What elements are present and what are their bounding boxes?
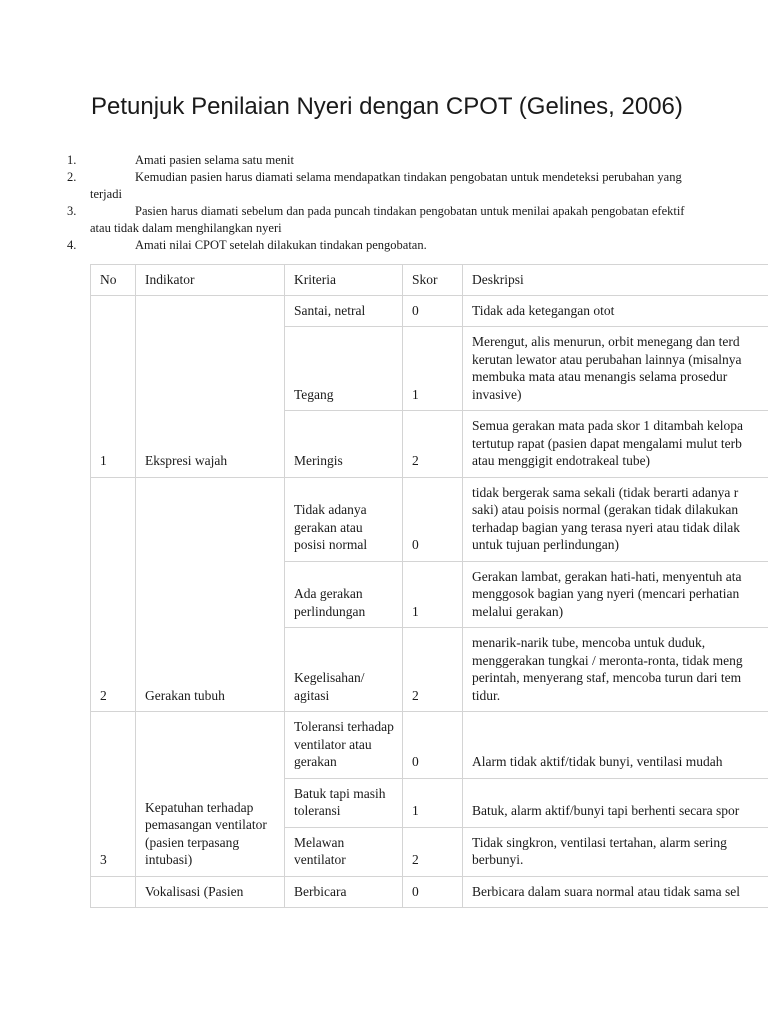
instruction-item (60, 203, 700, 237)
deskripsi-line: menggerakan tungkai / meronta-ronta, tidak meng (472, 652, 743, 668)
table-header-row (91, 265, 768, 296)
cell-deskripsi (463, 411, 768, 478)
table-row (91, 876, 768, 908)
deskripsi-line: perintah, menyerang staf, mencoba turun dari tem (472, 670, 742, 685)
cell-no (91, 876, 136, 908)
table-row (91, 477, 768, 561)
deskripsi-line: Alarm tidak aktif/tidak bunyi, ventilasi mudah (472, 754, 723, 769)
cell-deskripsi (463, 295, 768, 327)
cell-skor: 1 (403, 778, 463, 827)
instruction-list (60, 152, 700, 254)
cell-skor: 1 (403, 327, 463, 411)
deskripsi-line: tidak bergerak sama sekali (tidak berarti adanya r (472, 484, 739, 500)
cell-kriteria: Tidak adanya gerakan atau posisi normal (285, 477, 403, 561)
deskripsi-line: melalui gerakan) (472, 603, 564, 619)
deskripsi-line: terhadap bagian yang terasa nyeri atau tidak dilak (472, 519, 741, 535)
deskripsi-line: Tidak ada ketegangan otot (472, 302, 615, 318)
cell-indikator: Ekspresi wajah (136, 295, 285, 477)
cell-skor: 2 (403, 827, 463, 876)
table-row (91, 712, 768, 779)
cell-deskripsi (463, 628, 768, 712)
instruction-text: Pasien harus diamati sebelum dan pada puncah tindakan pengobatan untuk menilai apakah pengobatan efektif atau tidak dalam menghilangkan nyeri (90, 204, 685, 235)
deskripsi-line: kerutan lewator atau perubahan lainnya (misalnya (472, 351, 742, 367)
header-kriteria: Kriteria (285, 265, 403, 296)
header-no: No (91, 265, 136, 296)
deskripsi-line: untuk tujuan perlindungan) (472, 537, 619, 552)
deskripsi-line: invasive) (472, 386, 522, 402)
table-body (91, 295, 768, 908)
deskripsi-line: membuka mata atau menangis selama prosedur (472, 369, 728, 384)
instruction-number: 4. (67, 238, 77, 252)
cell-deskripsi (463, 827, 768, 876)
instruction-text: Amati pasien selama satu menit (135, 153, 294, 167)
deskripsi-line: Berbicara dalam suara normal atau tidak sama sel (472, 883, 741, 899)
instruction-item (60, 169, 700, 203)
deskripsi-line: Semua gerakan mata pada skor 1 ditambah kelopa (472, 418, 744, 433)
cell-skor: 0 (403, 712, 463, 779)
deskripsi-line: Merengut, alis menurun, orbit menegang dan terd (472, 334, 740, 349)
instruction-text: Amati nilai CPOT setelah dilakukan tindakan pengobatan. (135, 238, 427, 252)
cpot-table (90, 264, 768, 908)
cell-kriteria: Ada gerakan perlindungan (285, 561, 403, 628)
cell-deskripsi (463, 876, 768, 908)
cell-kriteria: Berbicara (285, 876, 403, 908)
instruction-text: Kemudian pasien harus diamati selama mendapatkan tindakan pengobatan untuk mendeteksi perubahan yang terjadi (90, 170, 682, 201)
cell-kriteria: Meringis (285, 411, 403, 478)
deskripsi-line: atau menggigit endotrakeal tube) (472, 453, 651, 468)
deskripsi-line: berbunyi. (472, 852, 524, 867)
instruction-number: 3. (67, 204, 77, 218)
cell-no: 3 (91, 712, 136, 877)
cell-skor: 1 (403, 561, 463, 628)
deskripsi-line: Gerakan lambat, gerakan hati-hati, menyentuh ata (472, 568, 742, 584)
header-skor: Skor (403, 265, 463, 296)
cell-skor: 0 (403, 295, 463, 327)
instruction-item (60, 237, 700, 254)
cell-indikator: Kepatuhan terhadap pemasangan ventilator (pasien terpasang intubasi) (136, 712, 285, 877)
header-indikator: Indikator (136, 265, 285, 296)
cell-deskripsi (463, 327, 768, 411)
cell-kriteria: Batuk tapi masih toleransi (285, 778, 403, 827)
instruction-item (60, 152, 700, 169)
cell-skor: 0 (403, 477, 463, 561)
deskripsi-line: menarik-narik tube, mencoba untuk duduk, (472, 635, 706, 650)
instruction-number: 2. (67, 170, 77, 184)
deskripsi-line: saki) atau poisis normal (gerakan tidak dilakukan (472, 502, 739, 517)
deskripsi-line: Tidak singkron, ventilasi tertahan, alarm sering (472, 834, 727, 850)
cell-kriteria: Tegang (285, 327, 403, 411)
cell-no: 1 (91, 295, 136, 477)
cell-deskripsi (463, 561, 768, 628)
cell-deskripsi (463, 712, 768, 779)
cell-kriteria: Melawan ventilator (285, 827, 403, 876)
cell-kriteria: Toleransi terhadap ventilator atau gerakan (285, 712, 403, 779)
cell-indikator: Vokalisasi (Pasien (136, 876, 285, 908)
deskripsi-line: tidur. (472, 687, 501, 703)
deskripsi-line: Batuk, alarm aktif/bunyi tapi berhenti secara spor (472, 803, 740, 818)
deskripsi-line: tertutup rapat (pasien dapat mengalami mulut terb (472, 435, 742, 451)
cell-kriteria: Kegelisahan/ agitasi (285, 628, 403, 712)
cell-deskripsi (463, 477, 768, 561)
document-title: Petunjuk Penilaian Nyeri dengan CPOT (Gelines, 2006) (91, 93, 683, 120)
deskripsi-line: menggosok bagian yang nyeri (mencari perhatian (472, 586, 740, 601)
header-deskripsi: Deskripsi (463, 265, 768, 296)
table-row (91, 295, 768, 327)
cell-skor: 0 (403, 876, 463, 908)
cell-no: 2 (91, 477, 136, 712)
cell-kriteria: Santai, netral (285, 295, 403, 327)
cell-skor: 2 (403, 411, 463, 478)
cell-indikator: Gerakan tubuh (136, 477, 285, 712)
cell-skor: 2 (403, 628, 463, 712)
cell-deskripsi (463, 778, 768, 827)
instruction-number: 1. (67, 153, 77, 167)
